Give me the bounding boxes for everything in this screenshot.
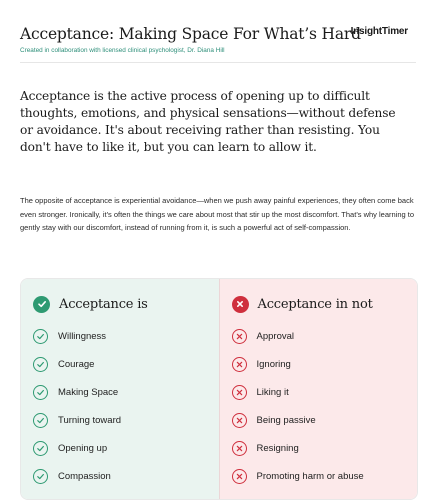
item-label: Compassion xyxy=(58,470,111,482)
item-label: Being passive xyxy=(256,414,316,426)
list-item xyxy=(21,350,219,378)
body-paragraph: The opposite of acceptance is experiential avoidance—when we push away painful experiences, they often come back even stronger. Ironically, it's often the things we care about most that stir up the most discomfort. That's why learning to gently stay with our discomfort, instead of running from it, is such a powerful act of self-compassion. xyxy=(20,196,415,232)
check-outline-icon xyxy=(33,469,48,484)
acceptance-is-header xyxy=(21,294,219,314)
acceptance-is-title: Acceptance is xyxy=(59,296,148,312)
page-title: Acceptance: Making Space For What’s Hard xyxy=(20,25,361,43)
x-outline-icon xyxy=(232,329,247,344)
list-item xyxy=(220,322,418,350)
list-item xyxy=(21,378,219,406)
item-label: Turning toward xyxy=(58,414,122,426)
check-outline-icon xyxy=(33,413,48,428)
item-label: Making Space xyxy=(58,386,119,398)
credit-line: Created in collaboration with licensed clinical psychologist, Dr. Diana Hill xyxy=(20,47,225,54)
x-outline-icon xyxy=(232,469,247,484)
item-label: Approval xyxy=(256,330,294,342)
item-label: Willingness xyxy=(58,330,107,342)
x-outline-icon xyxy=(232,357,247,372)
item-label: Opening up xyxy=(58,442,108,454)
x-outline-icon xyxy=(232,385,247,400)
item-label: Resigning xyxy=(256,442,299,454)
check-circle-icon xyxy=(33,296,50,313)
list-item xyxy=(220,378,418,406)
acceptance-is-column xyxy=(21,279,219,499)
check-outline-icon xyxy=(33,385,48,400)
header-divider xyxy=(20,62,416,63)
list-item xyxy=(220,350,418,378)
check-outline-icon xyxy=(33,441,48,456)
list-item xyxy=(220,434,418,462)
insighttimer-logo[interactable]: InsightTimer xyxy=(350,26,408,37)
item-label: Ignoring xyxy=(256,358,291,370)
item-label: Liking it xyxy=(256,386,289,398)
acceptance-not-title: Acceptance in not xyxy=(257,296,373,312)
acceptance-not-header xyxy=(220,294,418,314)
acceptance-not-column xyxy=(219,279,418,499)
x-circle-icon xyxy=(232,296,249,313)
list-item xyxy=(220,406,418,434)
item-label: Promoting harm or abuse xyxy=(256,470,364,482)
x-outline-icon xyxy=(232,413,247,428)
x-outline-icon xyxy=(232,441,247,456)
check-outline-icon xyxy=(33,357,48,372)
list-item xyxy=(21,434,219,462)
item-label: Courage xyxy=(58,358,95,370)
comparison-card xyxy=(20,278,418,500)
check-outline-icon xyxy=(33,329,48,344)
lead-paragraph: Acceptance is the active process of opening up to difficult thoughts, emotions, and physical sensations—without defense or avoidance. It's about receiving rather than resisting. You don't have to like it, but you can learn to allow it. xyxy=(20,89,396,154)
list-item xyxy=(21,406,219,434)
list-item xyxy=(220,462,418,490)
list-item xyxy=(21,322,219,350)
article-header xyxy=(20,24,416,55)
list-item xyxy=(21,462,219,490)
